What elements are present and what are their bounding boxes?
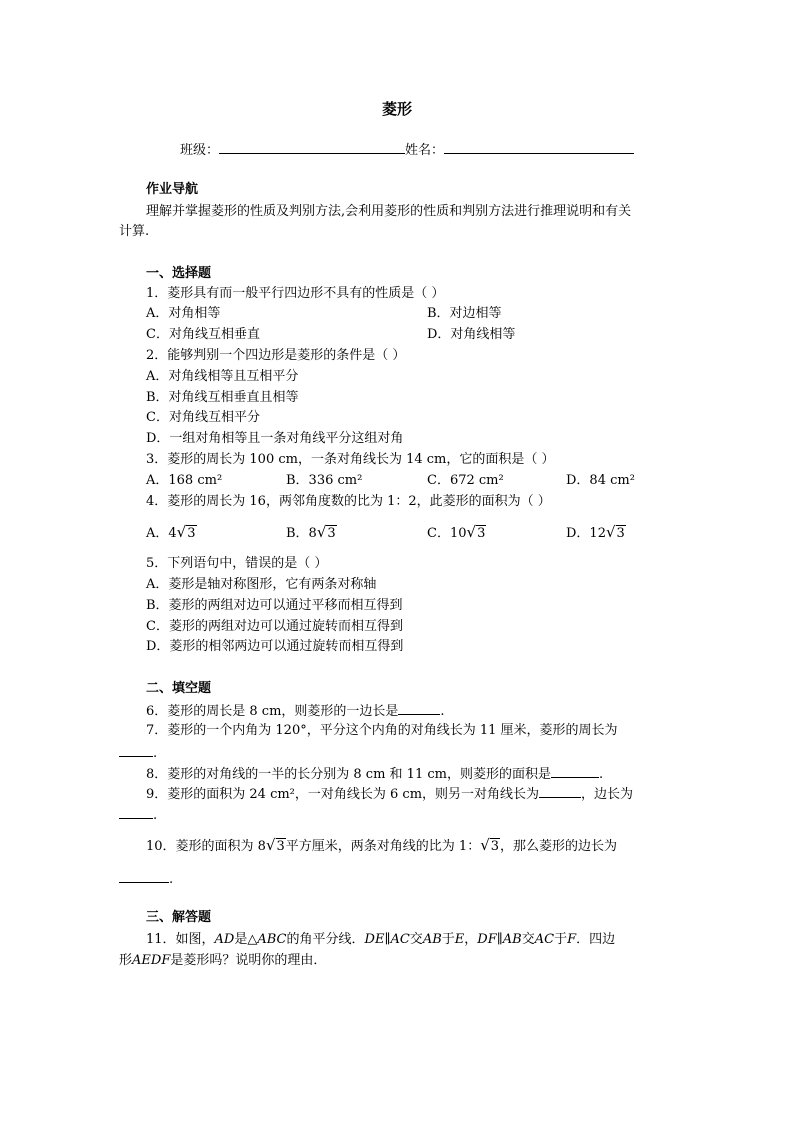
q2-option-b: B．对角线互相垂直且相等: [146, 390, 299, 405]
q6-text: 6．菱形的周长是 8 cm，则菱形的一边长是: [146, 704, 399, 719]
q10-line-2: [119, 870, 173, 888]
q11-line-1: 11．如图，AD是△ABC的角平分线．DE∥AC交AB于E，DF∥AB交AC于F．四边: [146, 932, 616, 947]
q11-line-2: 形AEDF是菱形吗？说明你的理由．: [119, 953, 327, 968]
q10-text: 10．菱形的面积为 8: [146, 839, 266, 854]
sqrt-symbol: √3: [265, 836, 285, 854]
q6-blank[interactable]: [398, 702, 440, 715]
sqrt-symbol: √3: [605, 523, 625, 541]
q1-option-b: B．对边相等: [427, 306, 502, 321]
q10-line: [146, 837, 617, 855]
q9-period: .: [153, 808, 158, 823]
name-label: 姓名：: [405, 143, 445, 158]
q5-option-c: C．菱形的两组对边可以通过旋转而相互得到: [146, 619, 403, 634]
q5-option-d: D．菱形的相邻两边可以通过旋转而相互得到: [146, 639, 404, 654]
q4-d-coef: D．12: [566, 526, 606, 541]
q6-period: .: [440, 704, 445, 719]
q4-b-coef: B．8: [286, 526, 317, 541]
guide-line-2: 计算.: [119, 224, 150, 239]
q7-period: .: [153, 746, 158, 761]
q9-line-2: [119, 806, 157, 824]
q9-mid: ，边长为: [581, 787, 634, 802]
q4-option-b: [286, 524, 337, 542]
q10-period: .: [169, 872, 174, 887]
q3-option-d: D．84 cm²: [566, 473, 635, 488]
guide-line-1: 理解并掌握菱形的性质及判别方法,会利用菱形的性质和判别方法进行推理说明和有关: [146, 204, 632, 219]
q5-option-a: A．菱形是轴对称图形，它有两条对称轴: [146, 577, 377, 592]
q3-option-a: A．168 cm²: [146, 473, 223, 488]
q5-stem: 5．下列语句中，错误的是（ ）: [146, 556, 328, 571]
class-label: 班级：: [180, 143, 220, 158]
q7-blank[interactable]: [119, 744, 153, 757]
guide-heading: 作业导航: [146, 182, 199, 197]
class-blank[interactable]: [219, 141, 405, 154]
q8-period: .: [598, 767, 604, 782]
q8-blank[interactable]: [551, 765, 599, 778]
q10-end: ，那么菱形的边长为: [500, 839, 618, 854]
q8-line: [146, 765, 603, 783]
q3-stem: 3．菱形的周长为 100 cm，一条对角线长为 14 cm，它的面积是（ ）: [146, 452, 555, 467]
header-line: [180, 141, 634, 159]
q4-c-coef: C．10: [427, 526, 467, 541]
q9-line: [146, 785, 633, 803]
page-title: 菱形: [381, 100, 412, 118]
q2-option-c: C．对角线互相平分: [146, 410, 260, 425]
q1-option-c: C．对角线互相垂直: [146, 327, 260, 342]
sqrt-symbol: √3: [480, 836, 500, 854]
q7-line: 7．菱形的一个内角为 120°，平分这个内角的对角线长为 11 厘米，菱形的周长为: [146, 723, 618, 738]
q2-option-d: D．一组对角相等且一条对角线平分这组对角: [146, 431, 404, 446]
q1-option-d: D．对角线相等: [427, 327, 516, 342]
q3-option-c: C．672 cm²: [427, 473, 504, 488]
q10-mid: 平方厘米，两条对角线的比为 1：: [285, 839, 481, 854]
name-blank[interactable]: [444, 141, 634, 154]
sqrt-symbol: √3: [466, 523, 486, 541]
q2-option-a: A．对角线相等且互相平分: [146, 369, 299, 384]
q4-a-coef: A．4: [146, 526, 177, 541]
q3-option-b: B．336 cm²: [286, 473, 363, 488]
q1-stem: 1．菱形具有而一般平行四边形不具有的性质是（ ）: [146, 286, 445, 301]
sqrt-symbol: √3: [176, 523, 196, 541]
sqrt-symbol: √3: [316, 523, 336, 541]
q5-option-b: B．菱形的两组对边可以通过平移而相互得到: [146, 598, 403, 613]
q6-line: [146, 702, 445, 720]
section3-heading: 三、解答题: [146, 910, 212, 925]
q10-blank[interactable]: [119, 870, 169, 883]
q2-stem: 2．能够判别一个四边形是菱形的条件是（ ）: [146, 348, 406, 363]
q4-option-a: [146, 524, 197, 542]
q7-line-2: [119, 744, 157, 762]
section1-heading: 一、选择题: [146, 266, 212, 281]
q4-option-c: [427, 524, 486, 542]
q9-blank-1[interactable]: [539, 785, 581, 798]
q9-text: 9．菱形的面积为 24 cm²，一对角线长为 6 cm，则另一对角线长为: [146, 787, 540, 802]
q4-option-d: [566, 524, 626, 542]
q4-stem: 4．菱形的周长为 16，两邻角度数的比为 1：2，此菱形的面积为（ ）: [146, 494, 551, 509]
section2-heading: 二、填空题: [146, 681, 212, 696]
q8-text: 8．菱形的对角线的一半的长分别为 8 cm 和 11 cm，则菱形的面积是: [146, 767, 551, 782]
q9-blank-2[interactable]: [119, 806, 153, 819]
q1-option-a: A．对角相等: [146, 306, 221, 321]
